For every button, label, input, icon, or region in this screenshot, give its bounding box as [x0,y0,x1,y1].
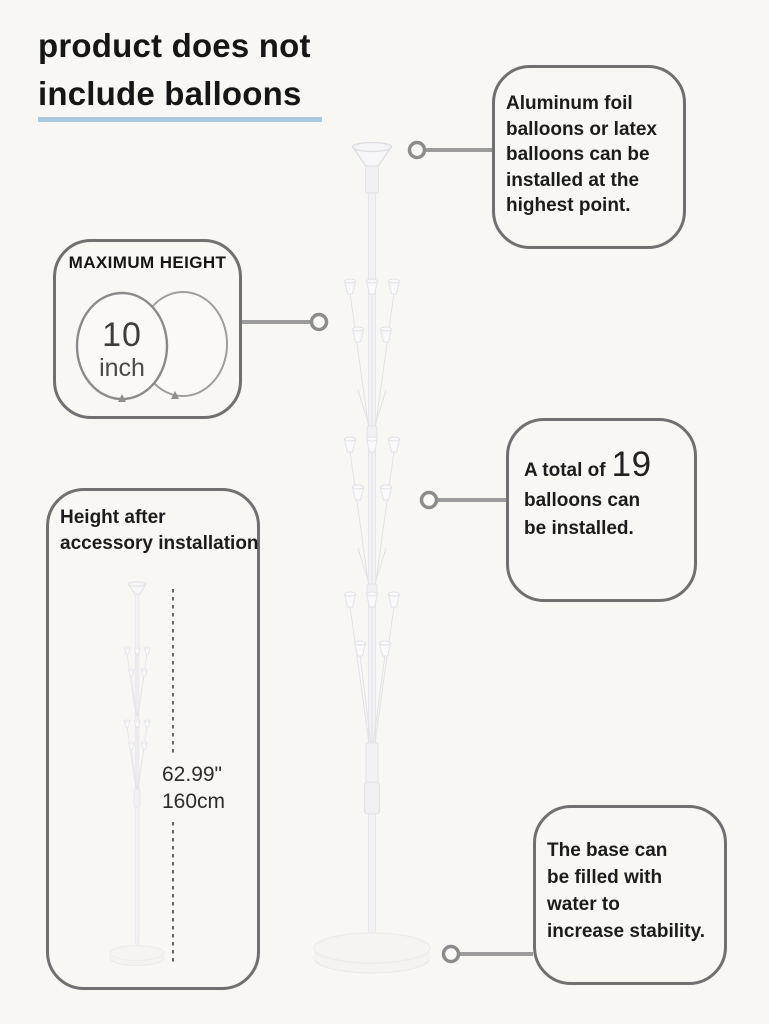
total-prefix: A total of [524,460,606,481]
height-after-title-line2: accessory installation [60,533,259,554]
height-cm: 160cm [162,790,226,813]
callout-text-line: installed at the [506,169,640,191]
callout-text-line: increase stability. [547,921,706,942]
page-title [38,22,311,118]
connector-dot [422,493,437,508]
balloon-size-value: 10 [102,316,142,354]
callout-text-line: Aluminum foil [506,93,633,114]
callout-height-after [46,488,260,990]
page-title-line1: product does not [38,27,311,64]
callout-text-line: The base can [547,840,668,861]
max-height-title: MAXIMUM HEIGHT [68,253,227,272]
height-measurement [162,761,225,815]
topper-cup-icon [353,143,392,194]
callout-connectors [242,143,533,962]
callout-base-water [533,805,727,985]
page-title-line2: include balloons [38,75,302,112]
callout-total-balloons [506,418,697,602]
height-inches: 62.99" [162,763,223,786]
title-underline [38,117,322,122]
balloon-size-unit: inch [99,354,145,382]
total-line [524,445,688,487]
connector-dot [410,143,425,158]
total-line: be installed. [524,518,634,539]
balloon-cup-tiers [345,279,400,745]
height-after-title-line1: Height after [60,507,166,528]
total-count: 19 [611,445,652,484]
total-line: balloons can [524,490,641,511]
callout-aluminum-balloons [492,65,686,249]
connector-dot [444,947,459,962]
callout-text-line: balloons or latex [506,118,657,140]
main-balloon-stand [314,143,430,974]
callout-text-line: water to [547,894,620,915]
callout-text-line: highest point. [506,195,631,216]
stand-base-icon [314,933,430,973]
callout-text-line: balloons can be [506,144,650,165]
connector-dot [312,315,327,330]
callout-max-height [53,239,242,419]
callout-text-line: be filled with [547,867,663,888]
